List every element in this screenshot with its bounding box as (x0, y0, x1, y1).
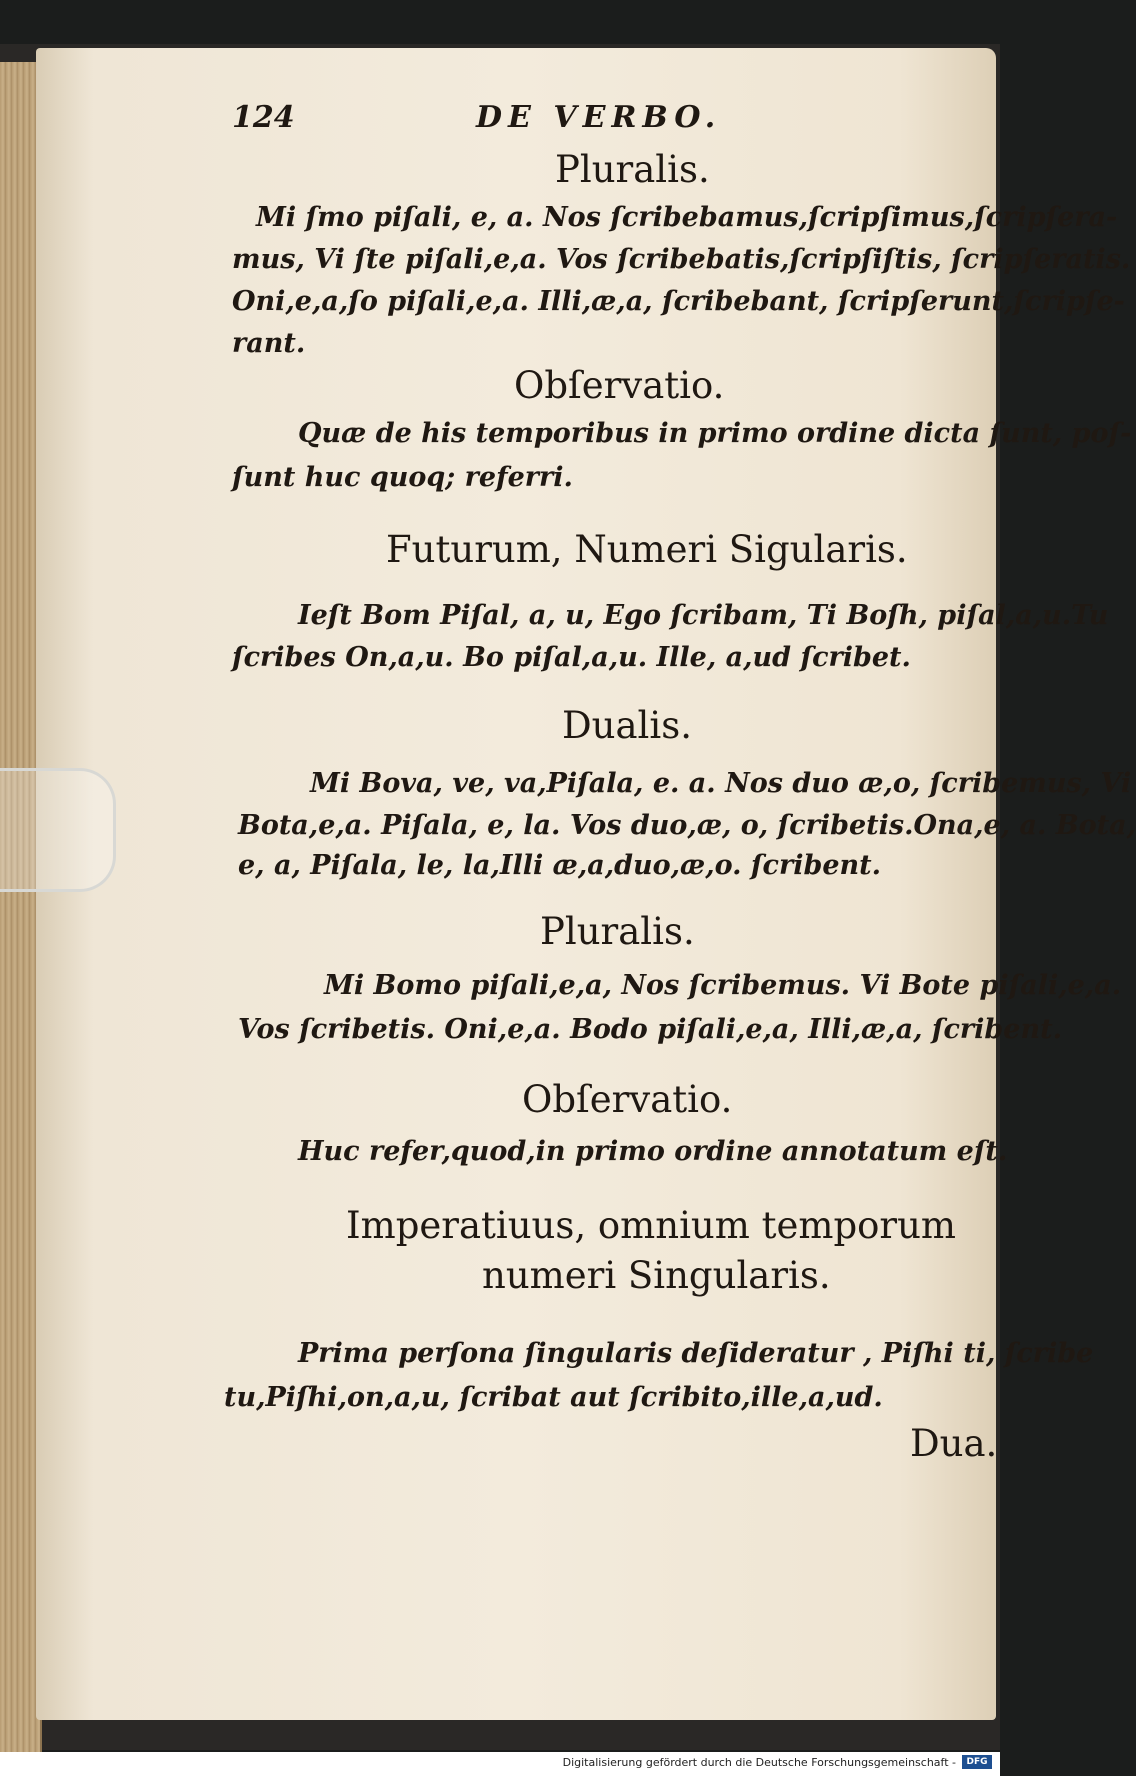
text-line: Vos ſcribetis. Oni,e,a. Bodo piſali,e,a, Illi,æ,a, ſcribent. (238, 1014, 1062, 1045)
page-number: 124 (232, 100, 295, 135)
section-heading: Obſervatio. (522, 1078, 733, 1121)
text-line: Mi Bomo piſali,e,a, Nos ſcribemus. Vi Bote piſali,e,a. (324, 970, 1122, 1001)
text-line: Huc refer,quod,in primo ordine annotatum eſt. (298, 1136, 1008, 1167)
text-line: Ieſt Bom Piſal, a, u, Ego ſcribam, Ti Boſh, piſal,a,u.Tu (298, 600, 1109, 631)
section-heading: Pluralis. (540, 910, 695, 953)
text-line: Prima perſona ſingularis deſideratur , Piſhi ti, ſcribe (298, 1338, 1094, 1369)
footer-credit: Digitalisierung gefördert durch die Deutsche Forschungsgemeinschaft - (562, 1756, 956, 1769)
catchword: Dua. (910, 1422, 998, 1465)
section-heading: Futurum, Numeri Sigularis. (386, 528, 908, 571)
dfg-logo: DFG (962, 1755, 992, 1769)
text-line: ſunt huc quoq; referri. (232, 462, 573, 493)
text-line: Quæ de his temporibus in primo ordine dicta ſunt, poſ- (298, 418, 1132, 449)
text-line: rant. (232, 328, 306, 359)
text-line: Oni,e,a,ſo piſali,e,a. Illi,æ,a, ſcribebant, ſcripſerunt,ſcripſe- (232, 286, 1125, 317)
text-line: Mi ſmo piſali, e, a. Nos ſcribebamus,ſcripſimus,ſcripſera- (256, 202, 1118, 233)
page-clip (0, 768, 116, 892)
text-line: tu,Piſhi,on,a,u, ſcribat aut ſcribito,ille,a,ud. (224, 1382, 883, 1413)
text-line: mus, Vi ſte piſali,e,a. Vos ſcribebatis,ſcripſiſtis, ſcripſeratis. (232, 244, 1131, 275)
section-heading: Pluralis. (555, 148, 710, 191)
section-heading: Imperatiuus, omnium temporum (346, 1204, 957, 1247)
text-line: e, a, Piſala, le, la,Illi æ,a,duo,æ,o. ſcribent. (238, 850, 882, 881)
section-heading: Dualis. (562, 704, 692, 747)
running-head: DE VERBO. (476, 100, 722, 135)
text-line: Bota,e,a. Piſala, e, la. Vos duo,æ, o, ſcribetis.Ona,e, a. Bota, (238, 810, 1136, 841)
text-line: Mi Bova, ve, va,Piſala, e. a. Nos duo æ,o, ſcribemus, Vi (310, 768, 1132, 799)
text-line: ſcribes On,a,u. Bo piſal,a,u. Ille, a,ud ſcribet. (232, 642, 911, 673)
section-heading-continued: numeri Singularis. (482, 1254, 831, 1297)
section-heading: Obſervatio. (514, 364, 725, 407)
